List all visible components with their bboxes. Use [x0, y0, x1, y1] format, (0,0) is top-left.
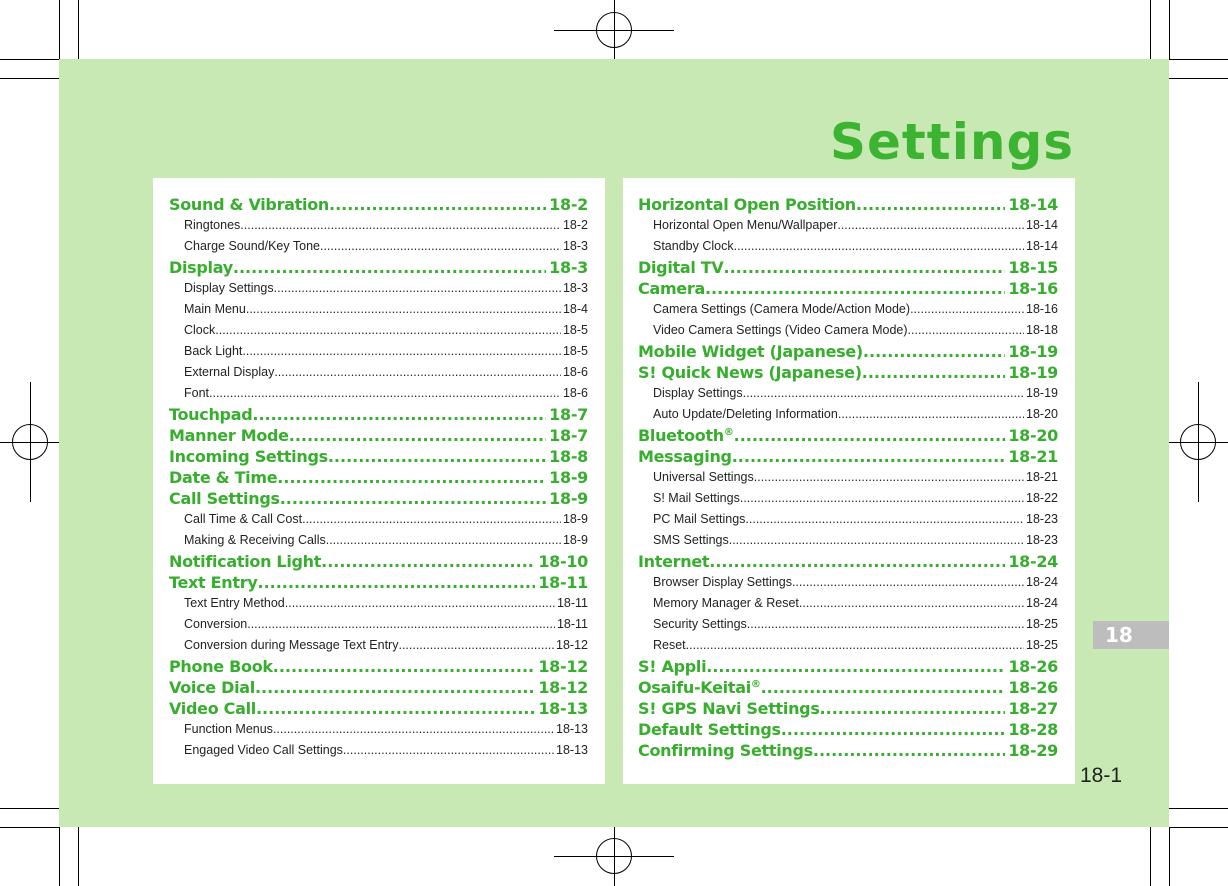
toc-entry-label: Conversion during Message Text Entry [184, 638, 399, 652]
toc-entry-label: Browser Display Settings [653, 575, 792, 589]
registration-mark [12, 424, 48, 460]
dot-leader [343, 740, 554, 761]
dot-leader [242, 341, 561, 362]
crop-mark [59, 0, 60, 59]
toc-entry-label: Digital TV [638, 258, 724, 277]
toc-entry-label: Default Settings [638, 720, 781, 739]
toc-entry-label: Call Settings [169, 489, 280, 508]
toc-page-ref: 18-3 [549, 258, 588, 277]
toc-entry-label: Making & Receiving Calls [184, 533, 326, 547]
registered-mark: ® [723, 427, 734, 438]
toc-page-ref: 18-13 [556, 722, 588, 736]
toc-section-entry[interactable] [638, 194, 1058, 215]
dot-leader [289, 425, 546, 446]
toc-entry-label: Touchpad [169, 405, 253, 424]
dot-leader [761, 677, 1006, 698]
crop-mark [1169, 78, 1228, 79]
dot-leader [329, 194, 546, 215]
toc-subsection-entry[interactable] [638, 299, 1058, 320]
toc-page-ref: 18-14 [1026, 239, 1058, 253]
toc-subsection-entry[interactable] [638, 530, 1058, 551]
toc-subsection-entry[interactable] [638, 320, 1058, 341]
toc-section-entry[interactable] [169, 467, 588, 488]
dot-leader [863, 341, 1005, 362]
toc-entry-label: Font [184, 386, 210, 400]
dot-leader [747, 614, 1024, 635]
toc-page-ref: 18-21 [1026, 470, 1058, 484]
toc-page-ref: 18-3 [562, 239, 588, 253]
toc-page-ref: 18-24 [1026, 575, 1058, 589]
dot-leader [781, 719, 1006, 740]
toc-page-ref: 18-18 [1026, 323, 1058, 337]
toc-entry-label: Confirming Settings [638, 741, 813, 760]
dot-leader [706, 656, 1005, 677]
toc-subsection-entry[interactable] [169, 278, 588, 299]
toc-entry-label: Main Menu [184, 302, 246, 316]
toc-subsection-entry[interactable] [638, 572, 1058, 593]
toc-section-entry[interactable] [638, 341, 1058, 362]
toc-entry-label: Date & Time [169, 468, 278, 487]
toc-section-entry[interactable] [169, 257, 588, 278]
toc-section-entry[interactable] [169, 425, 588, 446]
dot-leader [274, 362, 561, 383]
dot-leader [908, 320, 1024, 341]
toc-section-entry[interactable] [169, 194, 588, 215]
toc-entry-label: Display [169, 258, 233, 277]
toc-entry-label: Camera [638, 279, 705, 298]
toc-subsection-entry[interactable] [169, 509, 588, 530]
toc-section-entry[interactable] [638, 425, 1058, 446]
toc-entry-label: Horizontal Open Menu/Wallpaper [653, 218, 838, 232]
crop-mark [59, 827, 60, 886]
toc-page-ref: 18-6 [562, 365, 588, 379]
dot-leader [740, 488, 1024, 509]
toc-entry-label: Video Call [169, 699, 256, 718]
dot-leader [709, 551, 1005, 572]
dot-leader [799, 593, 1024, 614]
toc-page-ref: 18-12 [556, 638, 588, 652]
toc-section-entry[interactable] [638, 719, 1058, 740]
toc-page-ref: 18-23 [1026, 512, 1058, 526]
toc-page-ref: 18-23 [1026, 533, 1058, 547]
toc-subsection-entry[interactable] [638, 488, 1058, 509]
toc-section-entry[interactable] [638, 362, 1058, 383]
toc-subsection-entry[interactable] [638, 635, 1058, 656]
toc-entry-label: Phone Book [169, 657, 273, 676]
crop-mark [78, 0, 79, 59]
crop-mark [1169, 59, 1228, 60]
registration-mark [596, 12, 632, 48]
toc-page-ref: 18-19 [1026, 386, 1058, 400]
crop-mark [1169, 827, 1228, 828]
toc-entry-label: Camera Settings (Camera Mode/Action Mode) [653, 302, 911, 316]
crop-mark [0, 808, 59, 809]
toc-entry-label: Video Camera Settings (Video Camera Mode) [653, 323, 908, 337]
toc-entry-label: Standby Clock [653, 239, 734, 253]
dot-leader [820, 698, 1006, 719]
dot-leader [724, 257, 1006, 278]
dot-leader [321, 551, 535, 572]
toc-subsection-entry[interactable] [169, 740, 588, 761]
dot-leader [215, 320, 561, 341]
toc-subsection-entry[interactable] [169, 236, 588, 257]
toc-section-entry[interactable] [169, 677, 588, 698]
toc-page-ref: 18-2 [562, 218, 588, 232]
toc-subsection-entry[interactable] [638, 467, 1058, 488]
dot-leader [837, 215, 1024, 236]
toc-page-ref: 18-2 [549, 195, 588, 214]
toc-entry-label: S! Mail Settings [653, 491, 740, 505]
toc-right-column [623, 178, 1075, 784]
toc-subsection-entry[interactable] [638, 404, 1058, 425]
dot-leader [285, 593, 555, 614]
page-number: 18-1 [1080, 764, 1123, 787]
toc-section-entry[interactable] [638, 677, 1058, 698]
toc-section-entry[interactable] [638, 278, 1058, 299]
toc-subsection-entry[interactable] [638, 593, 1058, 614]
dot-leader [240, 215, 561, 236]
toc-page-ref: 18-11 [538, 573, 588, 592]
dot-leader [252, 404, 546, 425]
dot-leader [856, 194, 1005, 215]
toc-subsection-entry[interactable] [169, 215, 588, 236]
toc-subsection-entry[interactable] [169, 299, 588, 320]
toc-section-entry[interactable] [638, 740, 1058, 761]
dot-leader [743, 383, 1024, 404]
dot-leader [328, 446, 546, 467]
toc-subsection-entry[interactable] [169, 719, 588, 740]
toc-page-ref: 18-13 [538, 699, 588, 718]
toc-entry-label: Function Menus [184, 722, 273, 736]
chapter-tab[interactable]: 18 [1093, 621, 1169, 649]
toc-section-entry[interactable] [638, 656, 1058, 677]
toc-subsection-entry[interactable] [169, 341, 588, 362]
toc-entry-label: Call Time & Call Cost [184, 512, 303, 526]
toc-section-entry[interactable] [169, 698, 588, 719]
toc-entry-label: Engaged Video Call Settings [184, 743, 343, 757]
toc-page-ref: 18-19 [1008, 363, 1058, 382]
toc-page-ref: 18-5 [562, 323, 588, 337]
toc-subsection-entry[interactable] [638, 509, 1058, 530]
toc-section-entry[interactable] [169, 488, 588, 509]
dot-leader [257, 572, 535, 593]
toc-page-ref: 18-25 [1026, 617, 1058, 631]
dot-leader [233, 257, 546, 278]
toc-subsection-entry[interactable] [638, 614, 1058, 635]
crop-mark [1169, 808, 1228, 809]
toc-page-ref: 18-14 [1026, 218, 1058, 232]
toc-entry-label: Text Entry [169, 573, 258, 592]
toc-entry-label: Auto Update/Deleting Information [653, 407, 838, 421]
registered-mark: ® [750, 679, 761, 690]
toc-subsection-entry[interactable] [169, 383, 588, 404]
toc-entry-label: Conversion [184, 617, 248, 631]
toc-left-column [153, 178, 605, 784]
toc-entry-label: SMS Settings [653, 533, 729, 547]
dot-leader [277, 467, 546, 488]
toc-entry-label: Incoming Settings [169, 447, 328, 466]
dot-leader [734, 236, 1024, 257]
toc-page-ref: 18-7 [549, 426, 588, 445]
toc-subsection-entry[interactable] [169, 635, 588, 656]
toc-page-ref: 18-27 [1008, 699, 1058, 718]
toc-page-ref: 18-9 [562, 533, 588, 547]
toc-entry-label: Messaging [638, 447, 732, 466]
crop-mark [1169, 827, 1170, 886]
dot-leader [754, 467, 1024, 488]
toc-subsection-entry[interactable] [638, 215, 1058, 236]
toc-page-ref: 18-4 [562, 302, 588, 316]
registration-mark [1180, 424, 1216, 460]
toc-subsection-entry[interactable] [169, 362, 588, 383]
toc-entry-label: Ringtones [184, 218, 241, 232]
toc-subsection-entry[interactable] [169, 320, 588, 341]
toc-entry-label: Reset [653, 638, 686, 652]
dot-leader [274, 278, 561, 299]
toc-page-ref: 18-14 [1008, 195, 1058, 214]
dot-leader [745, 509, 1024, 530]
toc-entry-label: Charge Sound/Key Tone [184, 239, 320, 253]
dot-leader [862, 362, 1006, 383]
toc-page-ref: 18-25 [1026, 638, 1058, 652]
toc-page-ref: 18-24 [1026, 596, 1058, 610]
toc-entry-label: PC Mail Settings [653, 512, 746, 526]
toc-page-ref: 18-13 [556, 743, 588, 757]
toc-page-ref: 18-8 [549, 447, 588, 466]
toc-entry-label: Sound & Vibration [169, 195, 329, 214]
toc-section-entry[interactable] [169, 404, 588, 425]
toc-entry-label: Manner Mode [169, 426, 289, 445]
toc-page-ref: 18-28 [1008, 720, 1058, 739]
toc-page-ref: 18-19 [1008, 342, 1058, 361]
dot-leader [734, 425, 1006, 446]
toc-entry-label: Display Settings [184, 281, 274, 295]
registration-mark [596, 838, 632, 874]
toc-entry-label: Internet [638, 552, 710, 571]
toc-page-ref: 18-16 [1008, 279, 1058, 298]
dot-leader [280, 488, 546, 509]
toc-page-ref: 18-10 [538, 552, 588, 571]
dot-leader [705, 278, 1005, 299]
toc-entry-label: Voice Dial [169, 678, 255, 697]
toc-subsection-entry[interactable] [638, 236, 1058, 257]
dot-leader [732, 446, 1006, 467]
toc-subsection-entry[interactable] [638, 383, 1058, 404]
toc-page-ref: 18-15 [1008, 258, 1058, 277]
toc-page-ref: 18-11 [556, 617, 588, 631]
toc-page-ref: 18-5 [562, 344, 588, 358]
toc-page-ref: 18-26 [1008, 678, 1058, 697]
toc-section-entry[interactable] [169, 572, 588, 593]
dot-leader [398, 635, 554, 656]
toc-page-ref: 18-9 [562, 512, 588, 526]
dot-leader [686, 635, 1024, 656]
toc-section-entry[interactable] [169, 656, 588, 677]
dot-leader [792, 572, 1024, 593]
toc-entry-label: Notification Light [169, 552, 322, 571]
dot-leader [247, 614, 555, 635]
toc-page-ref: 18-26 [1008, 657, 1058, 676]
crop-mark [0, 59, 59, 60]
toc-entry-label: Osaifu-Keitai® [638, 678, 761, 697]
dot-leader [256, 698, 535, 719]
page-title: Settings [829, 113, 1074, 171]
toc-page-ref: 18-9 [549, 489, 588, 508]
toc-page-ref: 18-16 [1026, 302, 1058, 316]
toc-entry-label: S! Quick News (Japanese) [638, 363, 862, 382]
toc-page-ref: 18-20 [1026, 407, 1058, 421]
toc-entry-label: External Display [184, 365, 275, 379]
dot-leader [729, 530, 1024, 551]
crop-mark [0, 827, 59, 828]
dot-leader [813, 740, 1005, 761]
toc-section-entry[interactable] [638, 446, 1058, 467]
toc-page-ref: 18-11 [556, 596, 588, 610]
dot-leader [273, 656, 536, 677]
toc-entry-label: S! Appli [638, 657, 707, 676]
toc-page-ref: 18-29 [1008, 741, 1058, 760]
crop-mark [1150, 0, 1151, 59]
toc-section-entry[interactable] [638, 698, 1058, 719]
toc-page-ref: 18-6 [562, 386, 588, 400]
dot-leader [838, 404, 1024, 425]
toc-entry-label: S! GPS Navi Settings [638, 699, 820, 718]
dot-leader [246, 299, 561, 320]
toc-page-ref: 18-9 [549, 468, 588, 487]
toc-section-entry[interactable] [169, 551, 588, 572]
toc-entry-label: Universal Settings [653, 470, 754, 484]
crop-mark [78, 827, 79, 886]
toc-page-ref: 18-3 [562, 281, 588, 295]
dot-leader [910, 299, 1024, 320]
toc-entry-label: Back Light [184, 344, 243, 358]
dot-leader [273, 719, 554, 740]
toc-subsection-entry[interactable] [169, 593, 588, 614]
toc-section-entry[interactable] [169, 446, 588, 467]
toc-page-ref: 18-20 [1008, 426, 1058, 445]
toc-section-entry[interactable] [638, 257, 1058, 278]
crop-mark [1169, 0, 1170, 59]
toc-page-ref: 18-24 [1008, 552, 1058, 571]
toc-entry-label: Horizontal Open Position [638, 195, 856, 214]
dot-leader [255, 677, 535, 698]
toc-section-entry[interactable] [638, 551, 1058, 572]
toc-entry-label: Security Settings [653, 617, 747, 631]
toc-subsection-entry[interactable] [169, 614, 588, 635]
toc-page-ref: 18-21 [1008, 447, 1058, 466]
toc-entry-label: Text Entry Method [184, 596, 285, 610]
dot-leader [320, 236, 561, 257]
toc-subsection-entry[interactable] [169, 530, 588, 551]
crop-mark [1150, 827, 1151, 886]
dot-leader [302, 509, 561, 530]
dot-leader [209, 383, 561, 404]
toc-page-ref: 18-12 [538, 678, 588, 697]
toc-entry-label: Display Settings [653, 386, 743, 400]
crop-mark [0, 78, 59, 79]
dot-leader [326, 530, 561, 551]
toc-entry-label: Bluetooth® [638, 426, 734, 445]
toc-entry-label: Memory Manager & Reset [653, 596, 799, 610]
toc-page-ref: 18-7 [549, 405, 588, 424]
toc-entry-label: Mobile Widget (Japanese) [638, 342, 863, 361]
toc-page-ref: 18-12 [538, 657, 588, 676]
toc-entry-label: Clock [184, 323, 216, 337]
toc-page-ref: 18-22 [1026, 491, 1058, 505]
